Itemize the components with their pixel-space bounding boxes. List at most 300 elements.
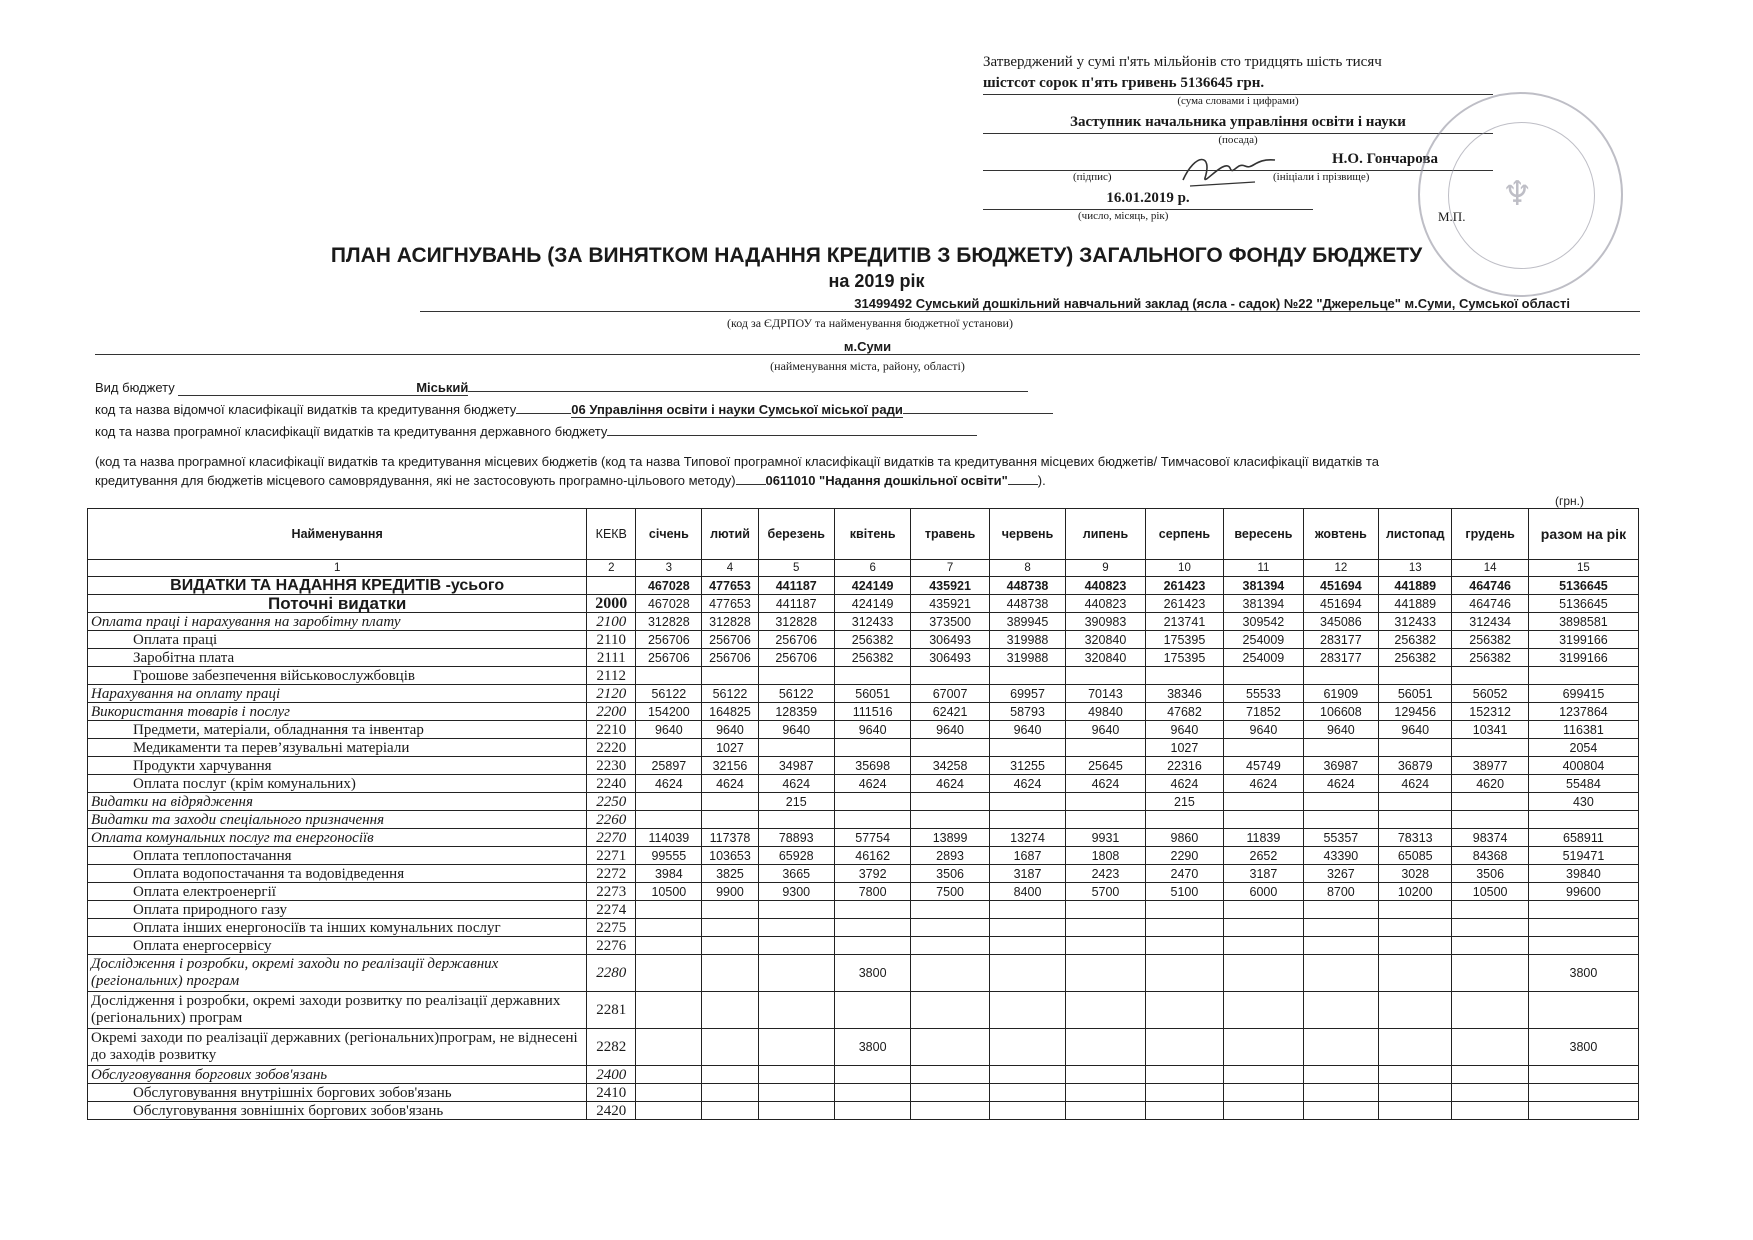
month-value-cell xyxy=(636,1066,702,1084)
month-value-cell xyxy=(1224,667,1303,685)
year-total-cell xyxy=(1528,1102,1638,1120)
month-value-cell xyxy=(1379,919,1452,937)
month-value-cell: 9640 xyxy=(989,721,1065,739)
month-value-cell xyxy=(834,937,910,955)
year-total-cell: 699415 xyxy=(1528,685,1638,703)
column-header: разом на рік xyxy=(1528,509,1638,560)
row-name: Предмети, матеріали, обладнання та інвентар xyxy=(88,721,587,739)
month-value-cell: 283177 xyxy=(1303,631,1378,649)
month-value-cell: 129456 xyxy=(1379,703,1452,721)
column-number-row xyxy=(88,560,1639,577)
month-value-cell xyxy=(758,1066,834,1084)
month-value-cell xyxy=(1379,901,1452,919)
kekv-code: 2271 xyxy=(587,847,636,865)
month-value-cell: 9640 xyxy=(1066,721,1145,739)
month-value-cell xyxy=(1145,992,1223,1029)
month-value-cell: 256706 xyxy=(702,649,758,667)
month-value-cell: 381394 xyxy=(1224,595,1303,613)
year-total-cell: 1237864 xyxy=(1528,703,1638,721)
month-value-cell: 261423 xyxy=(1145,595,1223,613)
month-value-cell: 34258 xyxy=(911,757,989,775)
kekv-code: 2420 xyxy=(587,1102,636,1120)
table-row xyxy=(88,883,1639,901)
column-number: 9 xyxy=(1066,560,1145,577)
table-row xyxy=(88,703,1639,721)
month-value-cell: 10200 xyxy=(1379,883,1452,901)
month-value-cell xyxy=(1303,919,1378,937)
month-value-cell: 389945 xyxy=(989,613,1065,631)
kekv-code: 2274 xyxy=(587,901,636,919)
month-value-cell: 464746 xyxy=(1452,577,1528,595)
month-value-cell: 320840 xyxy=(1066,649,1145,667)
month-value-cell xyxy=(636,901,702,919)
year-total-cell: 519471 xyxy=(1528,847,1638,865)
row-name: Заробітна плата xyxy=(88,649,587,667)
month-value-cell: 10500 xyxy=(1452,883,1528,901)
dept-value: 06 Управління освіти і науки Сумської міської ради xyxy=(571,402,903,417)
month-value-cell xyxy=(911,955,989,992)
month-value-cell: 451694 xyxy=(1303,577,1378,595)
month-value-cell: 128359 xyxy=(758,703,834,721)
year-total-cell: 3199166 xyxy=(1528,631,1638,649)
month-value-cell xyxy=(636,667,702,685)
kekv-code: 2410 xyxy=(587,1084,636,1102)
month-value-cell xyxy=(989,667,1065,685)
month-value-cell: 254009 xyxy=(1224,631,1303,649)
month-value-cell xyxy=(1452,937,1528,955)
program-row xyxy=(95,424,977,439)
month-value-cell: 9640 xyxy=(1379,721,1452,739)
month-value-cell: 2423 xyxy=(1066,865,1145,883)
kekv-code: 2250 xyxy=(587,793,636,811)
month-value-cell xyxy=(636,1084,702,1102)
month-value-cell: 451694 xyxy=(1303,595,1378,613)
month-value-cell xyxy=(1452,1066,1528,1084)
month-value-cell: 256382 xyxy=(834,649,910,667)
column-header: Найменування xyxy=(88,509,587,560)
kekv-code: 2100 xyxy=(587,613,636,631)
handwritten-signature xyxy=(1175,148,1285,190)
month-value-cell: 106608 xyxy=(1303,703,1378,721)
row-name: Видатки на відрядження xyxy=(88,793,587,811)
month-value-cell: 43390 xyxy=(1303,847,1378,865)
column-number: 2 xyxy=(587,560,636,577)
month-value-cell: 3800 xyxy=(834,955,910,992)
month-value-cell: 103653 xyxy=(702,847,758,865)
month-value-cell: 256706 xyxy=(702,631,758,649)
month-value-cell: 3506 xyxy=(1452,865,1528,883)
table-row xyxy=(88,721,1639,739)
month-value-cell xyxy=(1303,955,1378,992)
month-value-cell xyxy=(989,1102,1065,1120)
year-total-cell: 3199166 xyxy=(1528,649,1638,667)
kekv-code: 2282 xyxy=(587,1029,636,1066)
month-value-cell xyxy=(911,901,989,919)
month-value-cell: 256382 xyxy=(1452,631,1528,649)
month-value-cell: 32156 xyxy=(702,757,758,775)
month-value-cell: 3187 xyxy=(1224,865,1303,883)
budget-type-label: Вид бюджету xyxy=(95,380,175,395)
month-value-cell: 36987 xyxy=(1303,757,1378,775)
month-value-cell xyxy=(1066,739,1145,757)
month-value-cell xyxy=(636,937,702,955)
month-value-cell: 3792 xyxy=(834,865,910,883)
month-value-cell: 2652 xyxy=(1224,847,1303,865)
month-value-cell: 175395 xyxy=(1145,631,1223,649)
month-value-cell: 4624 xyxy=(702,775,758,793)
month-value-cell xyxy=(989,739,1065,757)
row-name: Нарахування на оплату праці xyxy=(88,685,587,703)
month-value-cell xyxy=(1066,901,1145,919)
month-value-cell xyxy=(1224,811,1303,829)
month-value-cell: 9640 xyxy=(1145,721,1223,739)
month-value-cell: 78893 xyxy=(758,829,834,847)
row-name: Оплата природного газу xyxy=(88,901,587,919)
month-value-cell: 47682 xyxy=(1145,703,1223,721)
month-value-cell: 3187 xyxy=(989,865,1065,883)
row-name: Оплата інших енергоносіїв та інших комунальних послуг xyxy=(88,919,587,937)
month-value-cell xyxy=(636,1102,702,1120)
month-value-cell: 9931 xyxy=(1066,829,1145,847)
month-value-cell: 345086 xyxy=(1303,613,1378,631)
month-value-cell xyxy=(989,1084,1065,1102)
month-value-cell xyxy=(1303,811,1378,829)
month-value-cell: 98374 xyxy=(1452,829,1528,847)
month-value-cell: 215 xyxy=(758,793,834,811)
month-value-cell: 448738 xyxy=(989,595,1065,613)
month-value-cell: 312828 xyxy=(702,613,758,631)
month-value-cell xyxy=(758,901,834,919)
month-value-cell xyxy=(1066,1102,1145,1120)
month-value-cell: 441889 xyxy=(1379,577,1452,595)
month-value-cell: 4624 xyxy=(834,775,910,793)
year-total-cell xyxy=(1528,1084,1638,1102)
month-value-cell: 440823 xyxy=(1066,577,1145,595)
month-value-cell xyxy=(702,1084,758,1102)
kekv-code: 2112 xyxy=(587,667,636,685)
month-value-cell xyxy=(1303,1029,1378,1066)
month-value-cell: 467028 xyxy=(636,577,702,595)
month-value-cell xyxy=(758,919,834,937)
month-value-cell xyxy=(834,739,910,757)
budget-type-row xyxy=(95,380,1028,396)
month-value-cell: 9640 xyxy=(1224,721,1303,739)
month-value-cell xyxy=(1066,667,1145,685)
month-value-cell xyxy=(1379,1066,1452,1084)
table-row xyxy=(88,649,1639,667)
column-header: лютий xyxy=(702,509,758,560)
month-value-cell: 99555 xyxy=(636,847,702,865)
month-value-cell: 61909 xyxy=(1303,685,1378,703)
month-value-cell: 1808 xyxy=(1066,847,1145,865)
month-value-cell xyxy=(911,1102,989,1120)
month-value-cell xyxy=(834,811,910,829)
month-value-cell xyxy=(1303,992,1378,1029)
month-value-cell: 78313 xyxy=(1379,829,1452,847)
month-value-cell: 424149 xyxy=(834,577,910,595)
table-row xyxy=(88,739,1639,757)
month-value-cell: 440823 xyxy=(1066,595,1145,613)
month-value-cell: 11839 xyxy=(1224,829,1303,847)
month-value-cell xyxy=(1066,955,1145,992)
column-header: травень xyxy=(911,509,989,560)
table-row xyxy=(88,1029,1639,1066)
month-value-cell: 9300 xyxy=(758,883,834,901)
institution-caption: (код за ЄДРПОУ та найменування бюджетної установи) xyxy=(727,316,1013,330)
month-value-cell: 57754 xyxy=(834,829,910,847)
month-value-cell: 213741 xyxy=(1145,613,1223,631)
month-value-cell: 256706 xyxy=(758,649,834,667)
month-value-cell: 31255 xyxy=(989,757,1065,775)
month-value-cell: 36879 xyxy=(1379,757,1452,775)
year-total-cell: 99600 xyxy=(1528,883,1638,901)
month-value-cell: 56052 xyxy=(1452,685,1528,703)
column-number: 6 xyxy=(834,560,910,577)
month-value-cell: 4624 xyxy=(1224,775,1303,793)
table-row xyxy=(88,992,1639,1029)
row-name: Використання товарів і послуг xyxy=(88,703,587,721)
month-value-cell xyxy=(1066,1084,1145,1102)
month-value-cell: 256382 xyxy=(1452,649,1528,667)
kekv-code: 2240 xyxy=(587,775,636,793)
month-value-cell xyxy=(1145,1029,1223,1066)
month-value-cell: 62421 xyxy=(911,703,989,721)
month-value-cell xyxy=(1224,793,1303,811)
column-number: 10 xyxy=(1145,560,1223,577)
month-value-cell: 215 xyxy=(1145,793,1223,811)
month-value-cell xyxy=(1066,793,1145,811)
year-total-cell xyxy=(1528,919,1638,937)
month-value-cell: 114039 xyxy=(636,829,702,847)
approval-amount-line2: шістсот сорок п'ять гривень 5136645 грн. xyxy=(983,73,1493,95)
month-value-cell: 111516 xyxy=(834,703,910,721)
month-value-cell xyxy=(1379,992,1452,1029)
month-value-cell: 9640 xyxy=(1303,721,1378,739)
month-value-cell xyxy=(1066,937,1145,955)
month-value-cell: 9640 xyxy=(758,721,834,739)
month-value-cell xyxy=(702,811,758,829)
month-value-cell: 6000 xyxy=(1224,883,1303,901)
month-value-cell: 319988 xyxy=(989,631,1065,649)
row-name: Медикаменти та перев’язувальні матеріали xyxy=(88,739,587,757)
month-value-cell xyxy=(1452,1029,1528,1066)
table-row xyxy=(88,955,1639,992)
month-value-cell xyxy=(1303,667,1378,685)
month-value-cell xyxy=(834,901,910,919)
column-number: 3 xyxy=(636,560,702,577)
month-value-cell: 55357 xyxy=(1303,829,1378,847)
kekv-code: 2260 xyxy=(587,811,636,829)
column-header: грудень xyxy=(1452,509,1528,560)
month-value-cell: 4624 xyxy=(758,775,834,793)
table-row xyxy=(88,1102,1639,1120)
month-value-cell xyxy=(1379,1084,1452,1102)
month-value-cell xyxy=(636,919,702,937)
column-header: липень xyxy=(1066,509,1145,560)
table-row xyxy=(88,1084,1639,1102)
month-value-cell: 9640 xyxy=(636,721,702,739)
month-value-cell: 3665 xyxy=(758,865,834,883)
year-total-cell xyxy=(1528,901,1638,919)
month-value-cell xyxy=(911,811,989,829)
month-value-cell: 58793 xyxy=(989,703,1065,721)
year-total-cell: 400804 xyxy=(1528,757,1638,775)
month-value-cell xyxy=(911,793,989,811)
month-value-cell: 2290 xyxy=(1145,847,1223,865)
month-value-cell xyxy=(636,955,702,992)
month-value-cell xyxy=(989,811,1065,829)
month-value-cell: 4624 xyxy=(1303,775,1378,793)
year-total-cell xyxy=(1528,667,1638,685)
month-value-cell: 3984 xyxy=(636,865,702,883)
approval-amount-caption: (сума словами і цифрами) xyxy=(1177,95,1299,107)
month-value-cell xyxy=(1145,811,1223,829)
month-value-cell xyxy=(989,1029,1065,1066)
month-value-cell: 424149 xyxy=(834,595,910,613)
month-value-cell xyxy=(911,1029,989,1066)
month-value-cell: 477653 xyxy=(702,595,758,613)
month-value-cell xyxy=(989,992,1065,1029)
table-row xyxy=(88,829,1639,847)
month-value-cell: 4624 xyxy=(1145,775,1223,793)
month-value-cell: 2893 xyxy=(911,847,989,865)
month-value-cell xyxy=(1452,992,1528,1029)
month-value-cell xyxy=(1066,992,1145,1029)
month-value-cell: 4624 xyxy=(989,775,1065,793)
month-value-cell xyxy=(989,793,1065,811)
month-value-cell xyxy=(702,955,758,992)
month-value-cell xyxy=(636,1029,702,1066)
month-value-cell xyxy=(1379,739,1452,757)
year-total-cell: 658911 xyxy=(1528,829,1638,847)
row-name: Продукти харчування xyxy=(88,757,587,775)
column-header: КЕКВ xyxy=(587,509,636,560)
column-number: 14 xyxy=(1452,560,1528,577)
month-value-cell: 152312 xyxy=(1452,703,1528,721)
month-value-cell: 448738 xyxy=(989,577,1065,595)
month-value-cell xyxy=(1224,1029,1303,1066)
month-value-cell xyxy=(834,1084,910,1102)
month-value-cell xyxy=(1452,667,1528,685)
month-value-cell: 312433 xyxy=(1379,613,1452,631)
month-value-cell xyxy=(1303,793,1378,811)
name-caption: (ініціали і прізвище) xyxy=(1273,171,1370,183)
month-value-cell xyxy=(702,1029,758,1066)
row-name: Оплата праці xyxy=(88,631,587,649)
month-value-cell xyxy=(1303,739,1378,757)
month-value-cell xyxy=(1066,919,1145,937)
month-value-cell: 70143 xyxy=(1066,685,1145,703)
month-value-cell xyxy=(636,811,702,829)
kekv-code: 2110 xyxy=(587,631,636,649)
month-value-cell: 390983 xyxy=(1066,613,1145,631)
table-row xyxy=(88,847,1639,865)
month-value-cell xyxy=(1145,1066,1223,1084)
column-header: квітень xyxy=(834,509,910,560)
month-value-cell: 256382 xyxy=(1379,649,1452,667)
row-name: Окремі заходи по реалізації державних (регіональних)програм, не віднесені до заходів розвитку xyxy=(88,1029,587,1066)
month-value-cell xyxy=(1145,955,1223,992)
dept-label: код та назва відомчої класифікації видатків та кредитування бюджету xyxy=(95,402,517,417)
month-value-cell xyxy=(989,937,1065,955)
column-number: 13 xyxy=(1379,560,1452,577)
month-value-cell xyxy=(834,1102,910,1120)
month-value-cell: 5100 xyxy=(1145,883,1223,901)
month-value-cell: 435921 xyxy=(911,577,989,595)
local-note-line2: кредитування для бюджетів місцевого самоврядування, які не застосовують програмно-цільового методу) xyxy=(95,473,736,488)
month-value-cell: 45749 xyxy=(1224,757,1303,775)
kekv-code: 2111 xyxy=(587,649,636,667)
month-value-cell: 477653 xyxy=(702,577,758,595)
kekv-code: 2400 xyxy=(587,1066,636,1084)
month-value-cell xyxy=(636,739,702,757)
month-value-cell xyxy=(989,1066,1065,1084)
month-value-cell xyxy=(1303,1066,1378,1084)
year-total-cell: 55484 xyxy=(1528,775,1638,793)
column-header: листопад xyxy=(1379,509,1452,560)
month-value-cell: 464746 xyxy=(1452,595,1528,613)
month-value-cell: 312828 xyxy=(758,613,834,631)
table-header-row xyxy=(88,509,1639,560)
month-value-cell xyxy=(702,667,758,685)
month-value-cell xyxy=(911,992,989,1029)
month-value-cell xyxy=(1452,901,1528,919)
month-value-cell: 467028 xyxy=(636,595,702,613)
table-row xyxy=(88,757,1639,775)
approval-block xyxy=(983,52,1493,224)
column-header: вересень xyxy=(1224,509,1303,560)
year-total-cell xyxy=(1528,992,1638,1029)
month-value-cell xyxy=(911,919,989,937)
kekv-code xyxy=(587,577,636,595)
month-value-cell: 312434 xyxy=(1452,613,1528,631)
kekv-code: 2220 xyxy=(587,739,636,757)
month-value-cell: 55533 xyxy=(1224,685,1303,703)
month-value-cell xyxy=(1145,1102,1223,1120)
month-value-cell: 69957 xyxy=(989,685,1065,703)
month-value-cell: 5700 xyxy=(1066,883,1145,901)
year-total-cell: 5136645 xyxy=(1528,577,1638,595)
month-value-cell: 71852 xyxy=(1224,703,1303,721)
month-value-cell xyxy=(702,919,758,937)
month-value-cell: 256706 xyxy=(636,649,702,667)
year-total-cell: 3800 xyxy=(1528,1029,1638,1066)
month-value-cell xyxy=(1066,1029,1145,1066)
month-value-cell xyxy=(911,1066,989,1084)
kekv-code: 2000 xyxy=(587,595,636,613)
month-value-cell xyxy=(1379,793,1452,811)
table-row xyxy=(88,577,1639,595)
month-value-cell: 319988 xyxy=(989,649,1065,667)
row-name: Оплата теплопостачання xyxy=(88,847,587,865)
month-value-cell: 381394 xyxy=(1224,577,1303,595)
table-row xyxy=(88,919,1639,937)
month-value-cell: 65928 xyxy=(758,847,834,865)
row-name: Оплата водопостачання та водовідведення xyxy=(88,865,587,883)
column-number: 5 xyxy=(758,560,834,577)
month-value-cell: 175395 xyxy=(1145,649,1223,667)
mp-label: М.П. xyxy=(1438,209,1466,224)
month-value-cell: 256382 xyxy=(834,631,910,649)
month-value-cell: 56122 xyxy=(758,685,834,703)
month-value-cell: 306493 xyxy=(911,631,989,649)
month-value-cell xyxy=(1379,811,1452,829)
column-header: червень xyxy=(989,509,1065,560)
column-number: 15 xyxy=(1528,560,1638,577)
row-name: Оплата комунальних послуг та енергоносіїв xyxy=(88,829,587,847)
month-value-cell: 67007 xyxy=(911,685,989,703)
month-value-cell: 4624 xyxy=(636,775,702,793)
